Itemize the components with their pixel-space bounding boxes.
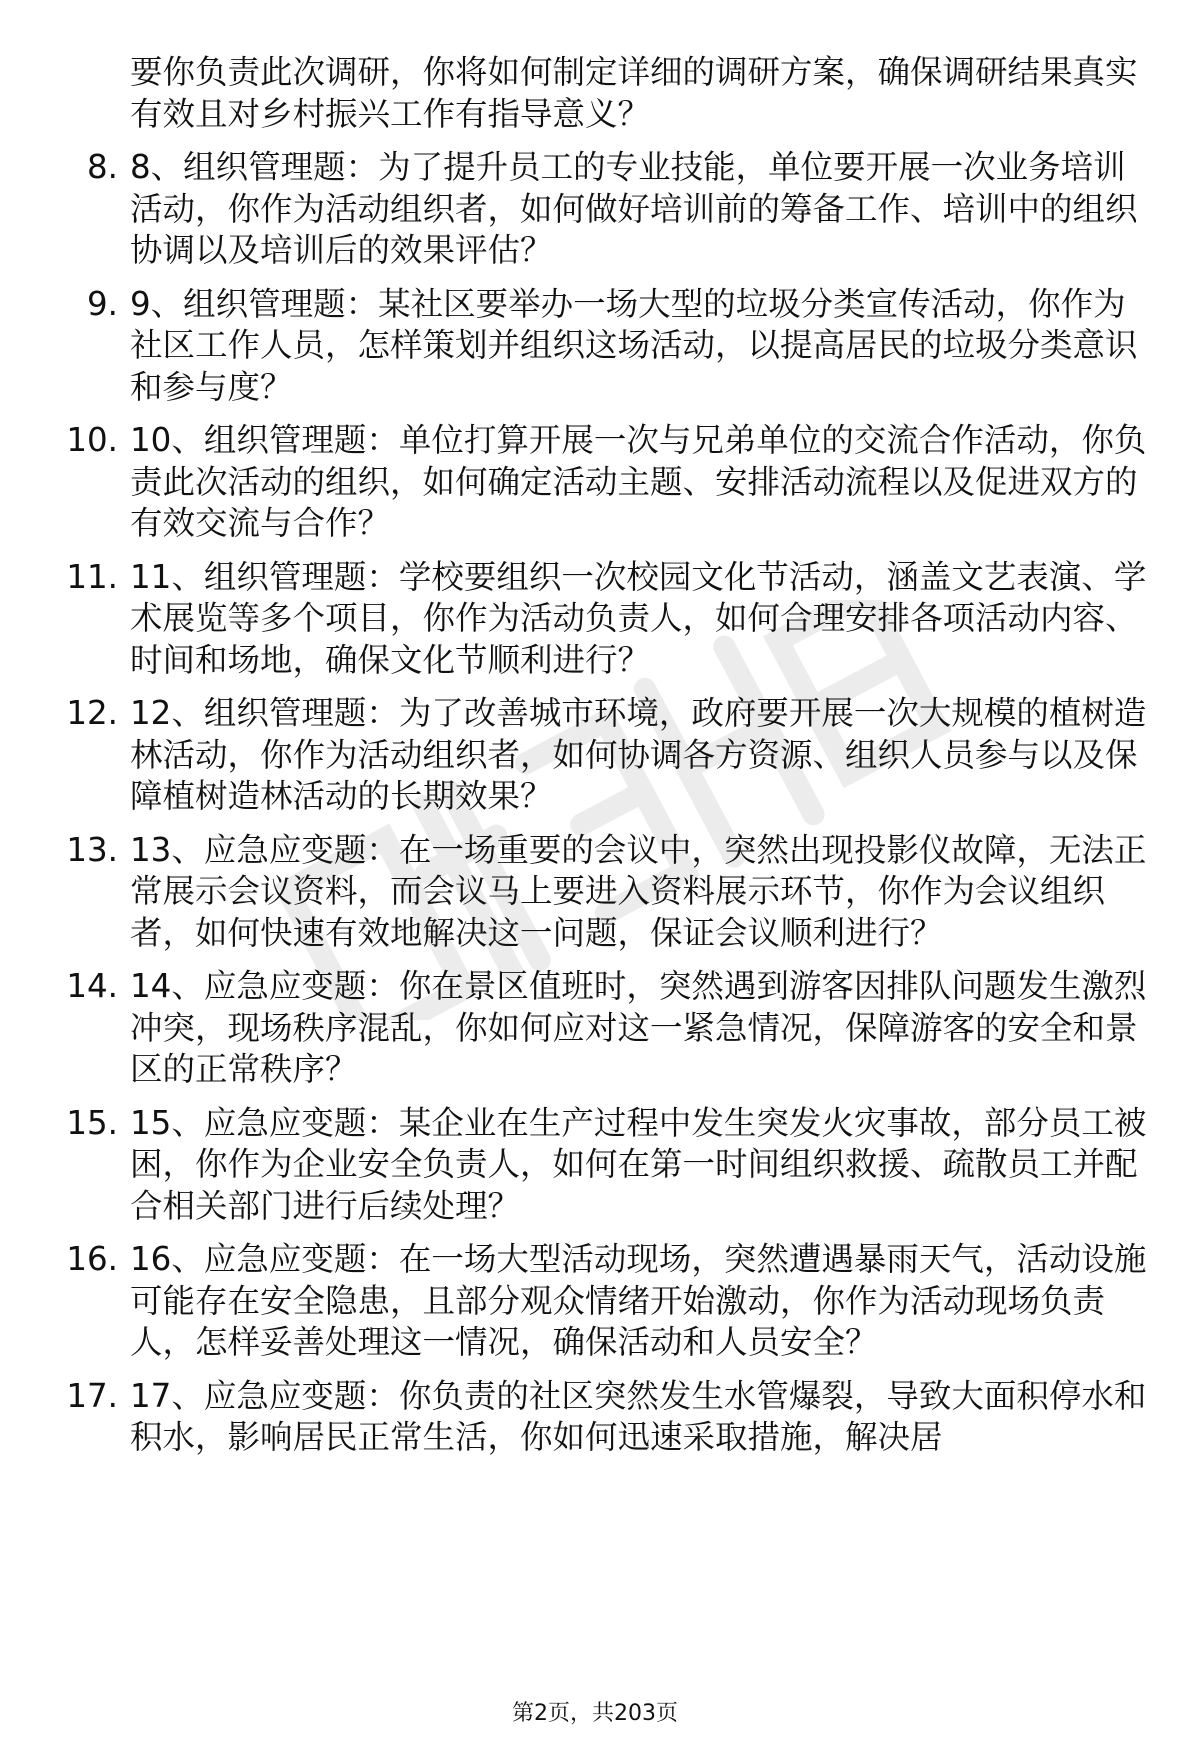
list-item-text: 14、应急应变题：你在景区值班时，突然遇到游客因排队问题发生激烈冲突，现场秩序混乱，你如何应对这一紧急情况，保障游客的安全和景区的正常秩序？	[130, 967, 1147, 1088]
list-item-text: 8、组织管理题：为了提升员工的专业技能，单位要开展一次业务培训活动，你作为活动组织者，如何做好培训前的筹备工作、培训中的组织协调以及培训后的效果评估？	[130, 148, 1138, 269]
list-item	[58, 420, 1168, 545]
list-item-text: 10、组织管理题：单位打算开展一次与兄弟单位的交流合作活动，你负责此次活动的组织，如何确定活动主题、安排活动流程以及促进双方的有效交流与合作？	[130, 421, 1147, 542]
list-item-number: 11.	[66, 557, 118, 596]
list-item-number: 15.	[66, 1103, 118, 1142]
list-item	[58, 1376, 1168, 1459]
list-item-number: 16.	[66, 1240, 118, 1278]
list-item	[58, 966, 1168, 1091]
list-item-number: 12.	[66, 694, 118, 732]
list-item	[58, 147, 1168, 272]
list-item	[58, 1103, 1168, 1228]
list-item-text: 16、应急应变题：在一场大型活动现场，突然遭遇暴雨天气，活动设施可能存在安全隐患，且部分观众情绪开始激动，你作为活动现场负责人，怎样妥善处理这一情况，确保活动和人员安全？	[130, 1240, 1147, 1361]
page-footer: 第2页，共203页	[512, 1701, 678, 1726]
list-item	[58, 693, 1168, 818]
list-item	[58, 284, 1168, 409]
list-item-number: 17.	[66, 1376, 118, 1415]
list-item-number: 14.	[66, 967, 118, 1005]
list-item-text: 13、应急应变题：在一场重要的会议中，突然出现投影仪故障，无法正常展示会议资料，而会议马上要进入资料展示环节，你作为会议组织者，如何快速有效地解决这一问题，保证会议顺利进行？	[130, 830, 1147, 952]
list-item-number: 9.	[86, 284, 118, 323]
list-item-text: 12、组织管理题：为了改善城市环境，政府要开展一次大规模的植树造林活动，你作为活动组织者，如何协调各方资源、组织人员参与以及保障植树造林活动的长期效果？	[130, 694, 1147, 815]
question-list	[58, 52, 1168, 1471]
list-item-number: 8.	[86, 148, 118, 186]
list-item	[58, 830, 1168, 955]
list-item-text: 11、组织管理题：学校要组织一次校园文化节活动，涵盖文艺表演、学术展览等多个项目，你作为活动负责人，如何合理安排各项活动内容、时间和场地，确保文化节顺利进行？	[130, 557, 1147, 679]
list-item	[58, 1239, 1168, 1364]
list-item-number: 10.	[66, 421, 118, 459]
list-item-text: 9、组织管理题：某社区要举办一场大型的垃圾分类宣传活动，你作为社区工作人员，怎样策划并组织这场活动，以提高居民的垃圾分类意识和参与度？	[130, 284, 1138, 406]
list-item-number: 13.	[66, 830, 118, 869]
list-item	[58, 557, 1168, 682]
continuation-paragraph: 要你负责此次调研，你将如何制定详细的调研方案，确保调研结果真实有效且对乡村振兴工作有指导意义？	[130, 53, 1138, 133]
list-item-text: 17、应急应变题：你负责的社区突然发生水管爆裂，导致大面积停水和积水，影响居民正常生活，你如何迅速采取措施，解决居	[130, 1376, 1147, 1456]
list-item-text: 15、应急应变题：某企业在生产过程中发生突发火灾事故，部分员工被困，你作为企业安全负责人，如何在第一时间组织救援、疏散员工并配合相关部门进行后续处理？	[130, 1103, 1147, 1225]
